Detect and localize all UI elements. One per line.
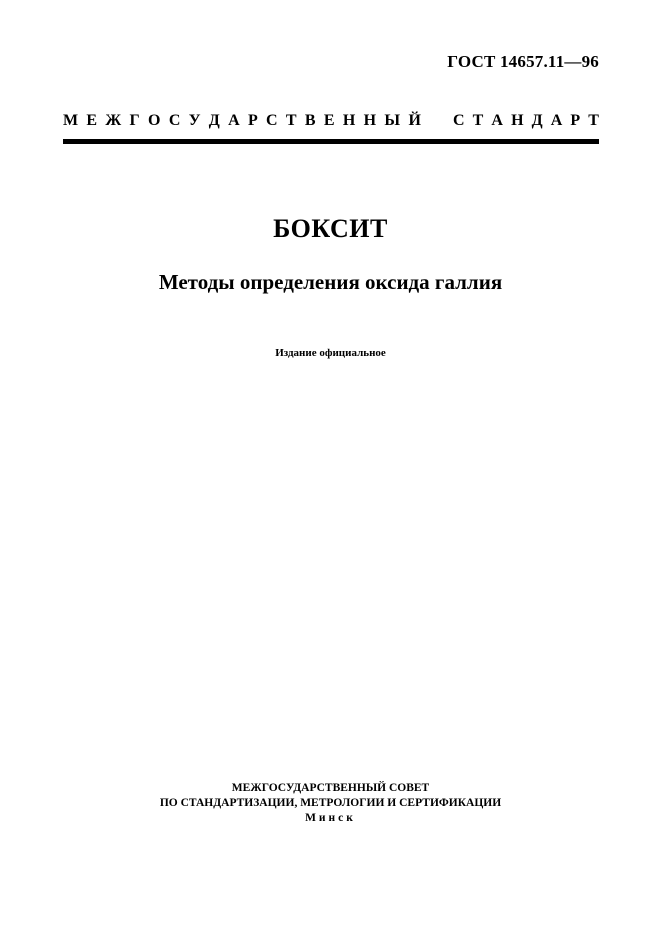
header-word-interstate: М Е Ж Г О С У Д А Р С Т В Е Н Н Ы Й (63, 112, 421, 129)
header-rule (63, 139, 599, 144)
publisher-line-1: МЕЖГОСУДАРСТВЕННЫЙ СОВЕТ (231, 782, 430, 794)
standard-type-header (63, 112, 599, 130)
publisher-block (0, 781, 661, 826)
document-subtitle: Методы определения оксида галлия (158, 270, 503, 294)
edition-note: Издание официальное (275, 347, 386, 359)
publisher-line-2: ПО СТАНДАРТИЗАЦИИ, МЕТРОЛОГИИ И СЕРТИФИКАЦИИ (159, 797, 502, 809)
standard-number: ГОСТ 14657.11—96 (447, 52, 599, 71)
document-title: БОКСИТ (273, 214, 388, 243)
publisher-city: Минск (305, 812, 356, 824)
header-word-standard: С Т А Н Д А Р Т (453, 112, 599, 129)
